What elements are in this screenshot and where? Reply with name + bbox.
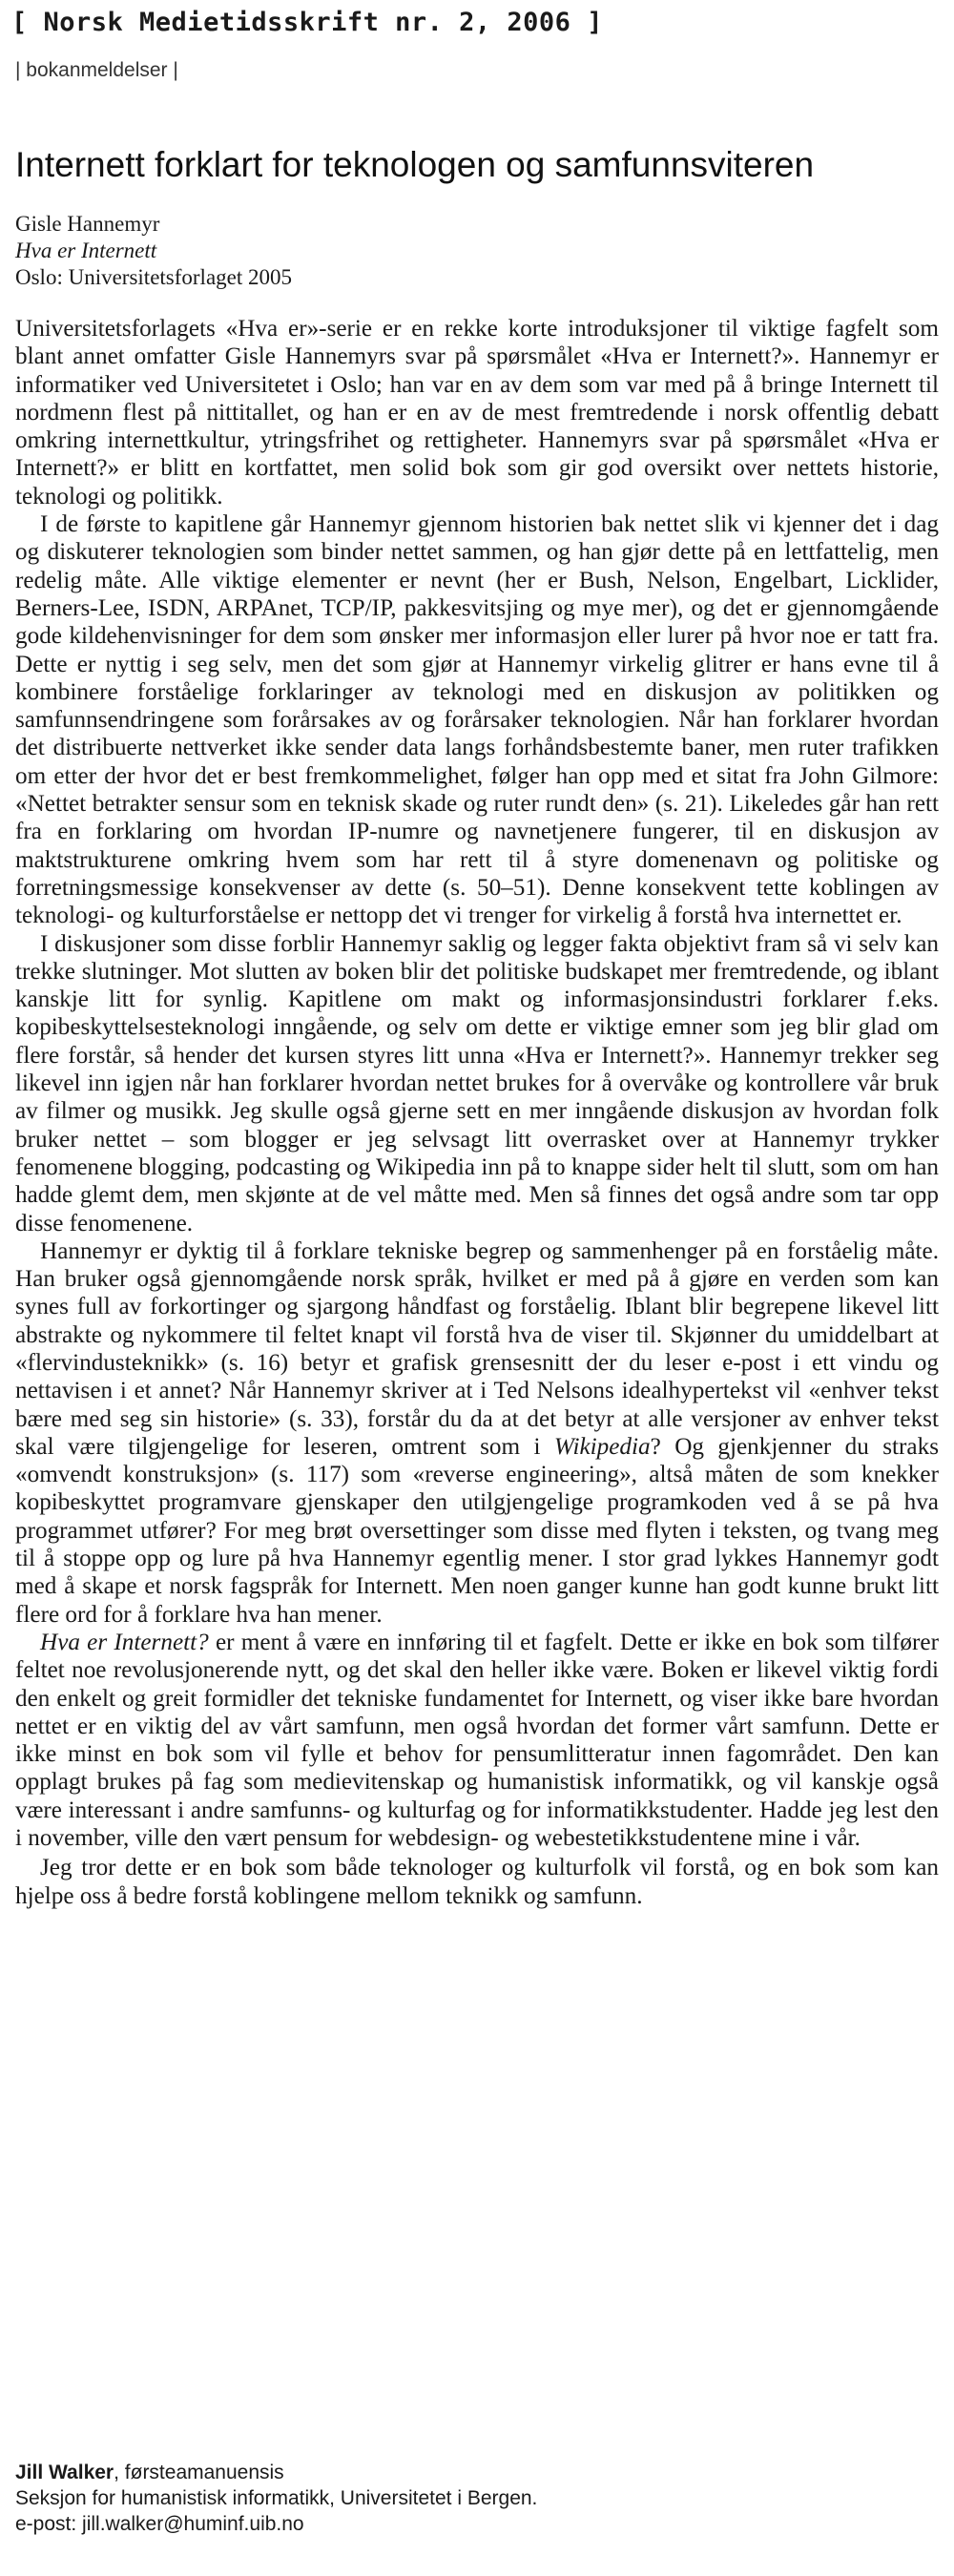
paragraph-text: er ment å være en innføring til et fagfelt. Dette er ikke en bok som tilfører feltet noe revolusjonerende nytt, og det skal den heller ikke være. Boken er likevel viktig fordi den enkelt og greit formidler det tekniske fundamentet for Internett, og viser ikke bare hvordan nettet er en viktig del av vårt samfunn, men også hvordan det former vårt samfunn. Dette er ikke minst en bok som vil fylle et behov for pensumlitteratur innen fagområdet. Den kan opplagt brukes på fag som medievitenskap og humanistisk informatikk, og vil kanskje også være interessant i andre samfunns- og kulturfag og for informatikkstudenter. Hadde jeg lest den i november, ville den vært pensum for webdesign- og webestetikkstudentene mine i vår. [15,1629,939,1852]
book-info [15,211,292,291]
reviewer-affiliation: Seksjon for humanistisk informatikk, Universitetet i Bergen. [15,2487,538,2509]
paragraph [15,1237,939,1629]
paragraph: I de første to kapitlene går Hannemyr gjennom historien bak nettet slik vi kjenner det i dag og diskuterer teknologien som binder nettet sammen, og han gjør dette på en lettfattelig, men redelig måte. Alle viktige elementer er nevnt (her er Bush, Nelson, Engelbart, Licklider, Berners-Lee, ISDN, ARPAnet, TCP/IP, pakkesvitsjing og mye mer), og det er gjennomgående gode kildehenvisninger for dem som ønsker mer informasjon eller lurer på hvor noe er tatt fra. Dette er nyttig i seg selv, men det som gjør at Hannemyr virkelig glitrer er hans evne til å kombinere forståelige forklaringer av teknologi med en diskusjon av politikken og samfunnsendringene som forårsakes av og forårsaker teknologien. Når han forklarer hvordan det distribuerte nettverket ikke sender data langs forhåndsbestemte baner, men ruter trafikken om etter der hvor det er best fremkommelighet, følger han opp med et sitat fra John Gilmore: «Nettet betrakter sensur som en teknisk skade og ruter rundt den» (s. 21). Likeledes går han rett fra en forklaring om hvordan IP-numre og navnetjenere fungerer, til en diskusjon av maktstrukturene omkring hvem som har rett til å styre domenenavn og politiske og forretningsmessige konsekvenser av dette (s. 50–51). Denne konsekvent tette koblingen av teknologi- og kulturforståelse er nettopp det vi trenger for virkelig å forstå hva internettet er. [15,511,939,929]
journal-masthead: [ Norsk Medietidsskrift nr. 2, 2006 ] [11,8,603,37]
section-label: | bokanmeldelser | [15,59,178,81]
review-title: Internett forklart for teknologen og samfunnsviteren [15,145,815,184]
paragraph-text: Hannemyr er dyktig til å forklare tekniske begrep og sammenhenger på en forståelig måte. Han bruker også gjennomgående norsk språk, hvilket er med på å gjøre en verden som kan synes full av forkortinger og sjargong håndfast og forståelig. Iblant blir begrepene likevel litt abstrakte og nykommere til feltet knapt vil forstå hva de viser til. Skjønner du umiddelbart at «flervindusteknikk» (s. 16) betyr et grafisk grensesnitt der du leser e-post i ett vindu og nettavisen i et annet? Når Hannemyr skriver at i Ted Nelsons idealhypertekst vil «enhver tekst bære med seg sin historie» (s. 33), forstår du da at det betyr at alle versjoner av enhver tekst skal være tilgjengelige for leseren, omtrent som i [15,1237,939,1460]
reviewer-signature [15,2460,537,2537]
reviewer-name: Jill Walker [15,2462,114,2483]
paragraph [15,1629,939,1852]
book-publisher: Oslo: Universitetsforlaget 2005 [15,265,293,289]
reviewer-title: , førsteamanuensis [114,2462,284,2483]
review-body [15,315,939,1910]
book-title: Hva er Internett [15,239,157,262]
paragraph: Jeg tror dette er en bok som både teknologer og kulturfolk vil forstå, og en bok som kan hjelpe oss å bedre forstå koblingene mellom teknikk og samfunn. [15,1855,939,1909]
reviewer-line [15,2460,537,2485]
paragraph-italic: Hva er Internett? [40,1629,209,1655]
paragraph: Universitetsforlagets «Hva er»-serie er en rekke korte introduksjoner til viktige fagfelt som blant annet omfatter Gisle Hannemyrs svar på spørsmålet «Hva er Internett?». Hannemyr er informatiker ved Universitetet i Oslo; han var en av dem som var med på å bringe Internett til nordmenn flest på nittitallet, og han er en av de mest fremtredende i norsk offentlig debatt omkring internettkultur, ytringsfrihet og rettigheter. Hannemyrs svar på spørsmålet «Hva er Internett?» er blitt en kortfattet, men solid bok som gir god oversikt over nettets historie, teknologi og politikk. [15,316,939,509]
book-author: Gisle Hannemyr [15,212,160,236]
reviewer-email: e-post: jill.walker@huminf.uib.no [15,2513,304,2535]
paragraph-italic: Wikipedia [553,1433,651,1460]
paragraph-text: ? Og gjenkjenner du straks «omvendt konstruksjon» (s. 117) som «reverse engineering», altså måten de som knekker kopibeskyttet programvare gjenskaper den utilgjengelige programkoden ved å se på hva programmet utfører? For meg brøt oversettinger som disse med flyten i teksten, og tvang meg til å stoppe opp og lure på hva Hannemyr egentlig mener. I stor grad lykkes Hannemyr godt med å skape et norsk fagspråk for Internett. Men noen ganger kunne han godt kunne brukt litt flere ord for å forklare hva han mener. [15,1433,939,1628]
paragraph: I diskusjoner som disse forblir Hannemyr saklig og legger fakta objektivt fram så vi selv kan trekke slutninger. Mot slutten av boken blir det politiske budskapet mer fremtredende, og iblant kanskje litt for synlig. Kapitlene om makt og informasjonsindustri forklarer f.eks. kopibeskyttelsesteknologi inngående, og selv om dette er viktige emner som jeg blir glad om flere forstår, så hender det kursen styres litt unna «Hva er Internett?». Hannemyr trekker seg likevel inn igjen når han forklarer hvordan nettet brukes for å overvåke og kontrollere vår bruk av filmer og musikk. Jeg skulle også gjerne sett en mer inngående diskusjon av hvordan folk bruker nettet – som blogger er jeg selvsagt litt overrasket over at Hannemyr trykker fenomenene blogging, podcasting og Wikipedia inn på to knappe sider helt til slutt, som om han hadde glemt dem, men skjønte at de vel måtte med. Men så finnes det også andre som tar opp disse fenomenene. [15,930,939,1236]
